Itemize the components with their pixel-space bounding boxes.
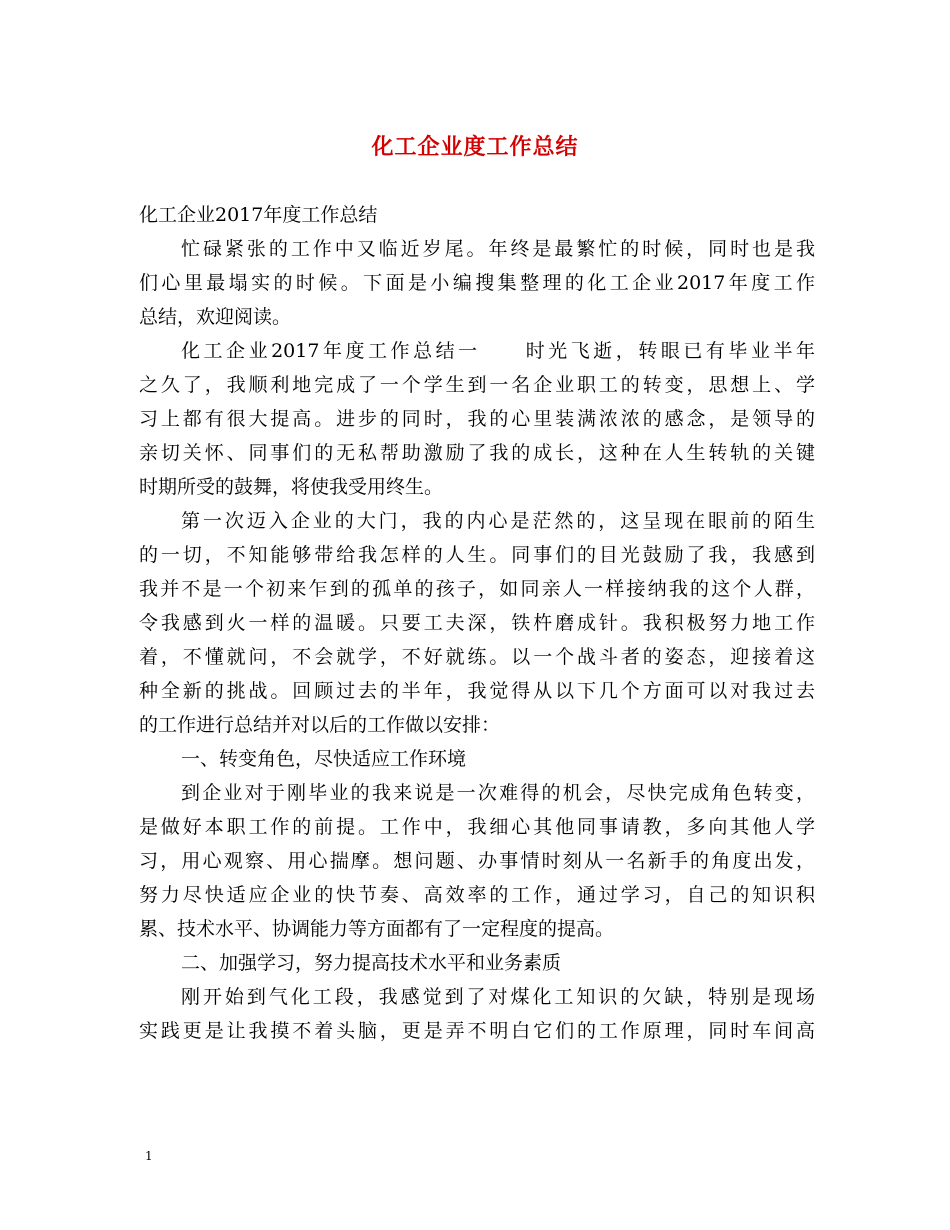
paragraph-line: 努力尽快适应企业的快节奏、高效率的工作，通过学习，自己的知识积: [139, 884, 815, 906]
paragraph-line: 种全新的挑战。回顾过去的半年，我觉得从以下几个方面可以对我过去: [139, 680, 815, 702]
paragraph-line: 是做好本职工作的前提。工作中，我细心其他同事请教，多向其他人学: [139, 816, 815, 838]
paragraph: [139, 232, 815, 334]
paragraph: [139, 980, 815, 1048]
paragraph-line: 二、加强学习，努力提高技术水平和业务素质: [181, 952, 562, 974]
paragraph: [139, 742, 815, 776]
paragraph-line: 累、技术水平、协调能力等方面都有了一定程度的提高。: [139, 918, 615, 940]
paragraph-line: 令我感到火一样的温暖。只要工夫深，铁杵磨成针。我积极努力地工作: [139, 612, 815, 634]
paragraph-line: 到企业对于刚毕业的我来说是一次难得的机会，尽快完成角色转变，: [181, 782, 815, 804]
paragraph-line: 我并不是一个初来乍到的孤单的孩子，如同亲人一样接纳我的这个人群，: [139, 578, 815, 600]
paragraph-line: 们心里最塌实的时候。下面是小编搜集整理的化工企业2017年度工作: [139, 272, 815, 294]
page-number: 1: [145, 1149, 153, 1163]
paragraph-line: 习，用心观察、用心揣摩。想问题、办事情时刻从一名新手的角度出发，: [139, 850, 815, 872]
document-title: 化工企业度工作总结: [371, 134, 579, 160]
paragraph: [139, 504, 815, 742]
paragraph: [139, 776, 815, 946]
paragraph-line: 实践更是让我摸不着头脑，更是弄不明白它们的工作原理，同时车间高: [139, 1020, 815, 1042]
paragraph-line: 时期所受的鼓舞，将使我受用终生。: [139, 476, 444, 498]
document-subtitle: 化工企业2017年度工作总结: [139, 204, 378, 226]
paragraph-line: 习上都有很大提高。进步的同时，我的心里装满浓浓的感念，是领导的: [139, 408, 815, 430]
document-body: [139, 198, 815, 1048]
paragraph-line: 亲切关怀、同事们的无私帮助激励了我的成长，这种在人生转轨的关键: [139, 442, 815, 464]
paragraph-line: 刚开始到气化工段，我感觉到了对煤化工知识的欠缺，特别是现场: [181, 986, 815, 1008]
paragraph-line: 忙碌紧张的工作中又临近岁尾。年终是最繁忙的时候，同时也是我: [181, 238, 815, 260]
paragraph-line: 之久了，我顺利地完成了一个学生到一名企业职工的转变，思想上、学: [139, 374, 815, 396]
paragraph-line: 的一切，不知能够带给我怎样的人生。同事们的目光鼓励了我，我感到: [139, 544, 815, 566]
paragraph: [139, 946, 815, 980]
paragraph-line: 一、转变角色，尽快适应工作环境: [181, 748, 467, 770]
paragraph: [139, 334, 815, 504]
paragraph-line: 总结，欢迎阅读。: [139, 306, 292, 328]
paragraph-line: 的工作进行总结并对以后的工作做以安排：: [139, 714, 501, 736]
paragraph-line: 化工企业2017年度工作总结一 时光飞逝，转眼已有毕业半年: [181, 340, 815, 362]
paragraph-line: 第一次迈入企业的大门，我的内心是茫然的，这呈现在眼前的陌生: [181, 510, 815, 532]
paragraph-line: 着，不懂就问，不会就学，不好就练。以一个战斗者的姿态，迎接着这: [139, 646, 815, 668]
